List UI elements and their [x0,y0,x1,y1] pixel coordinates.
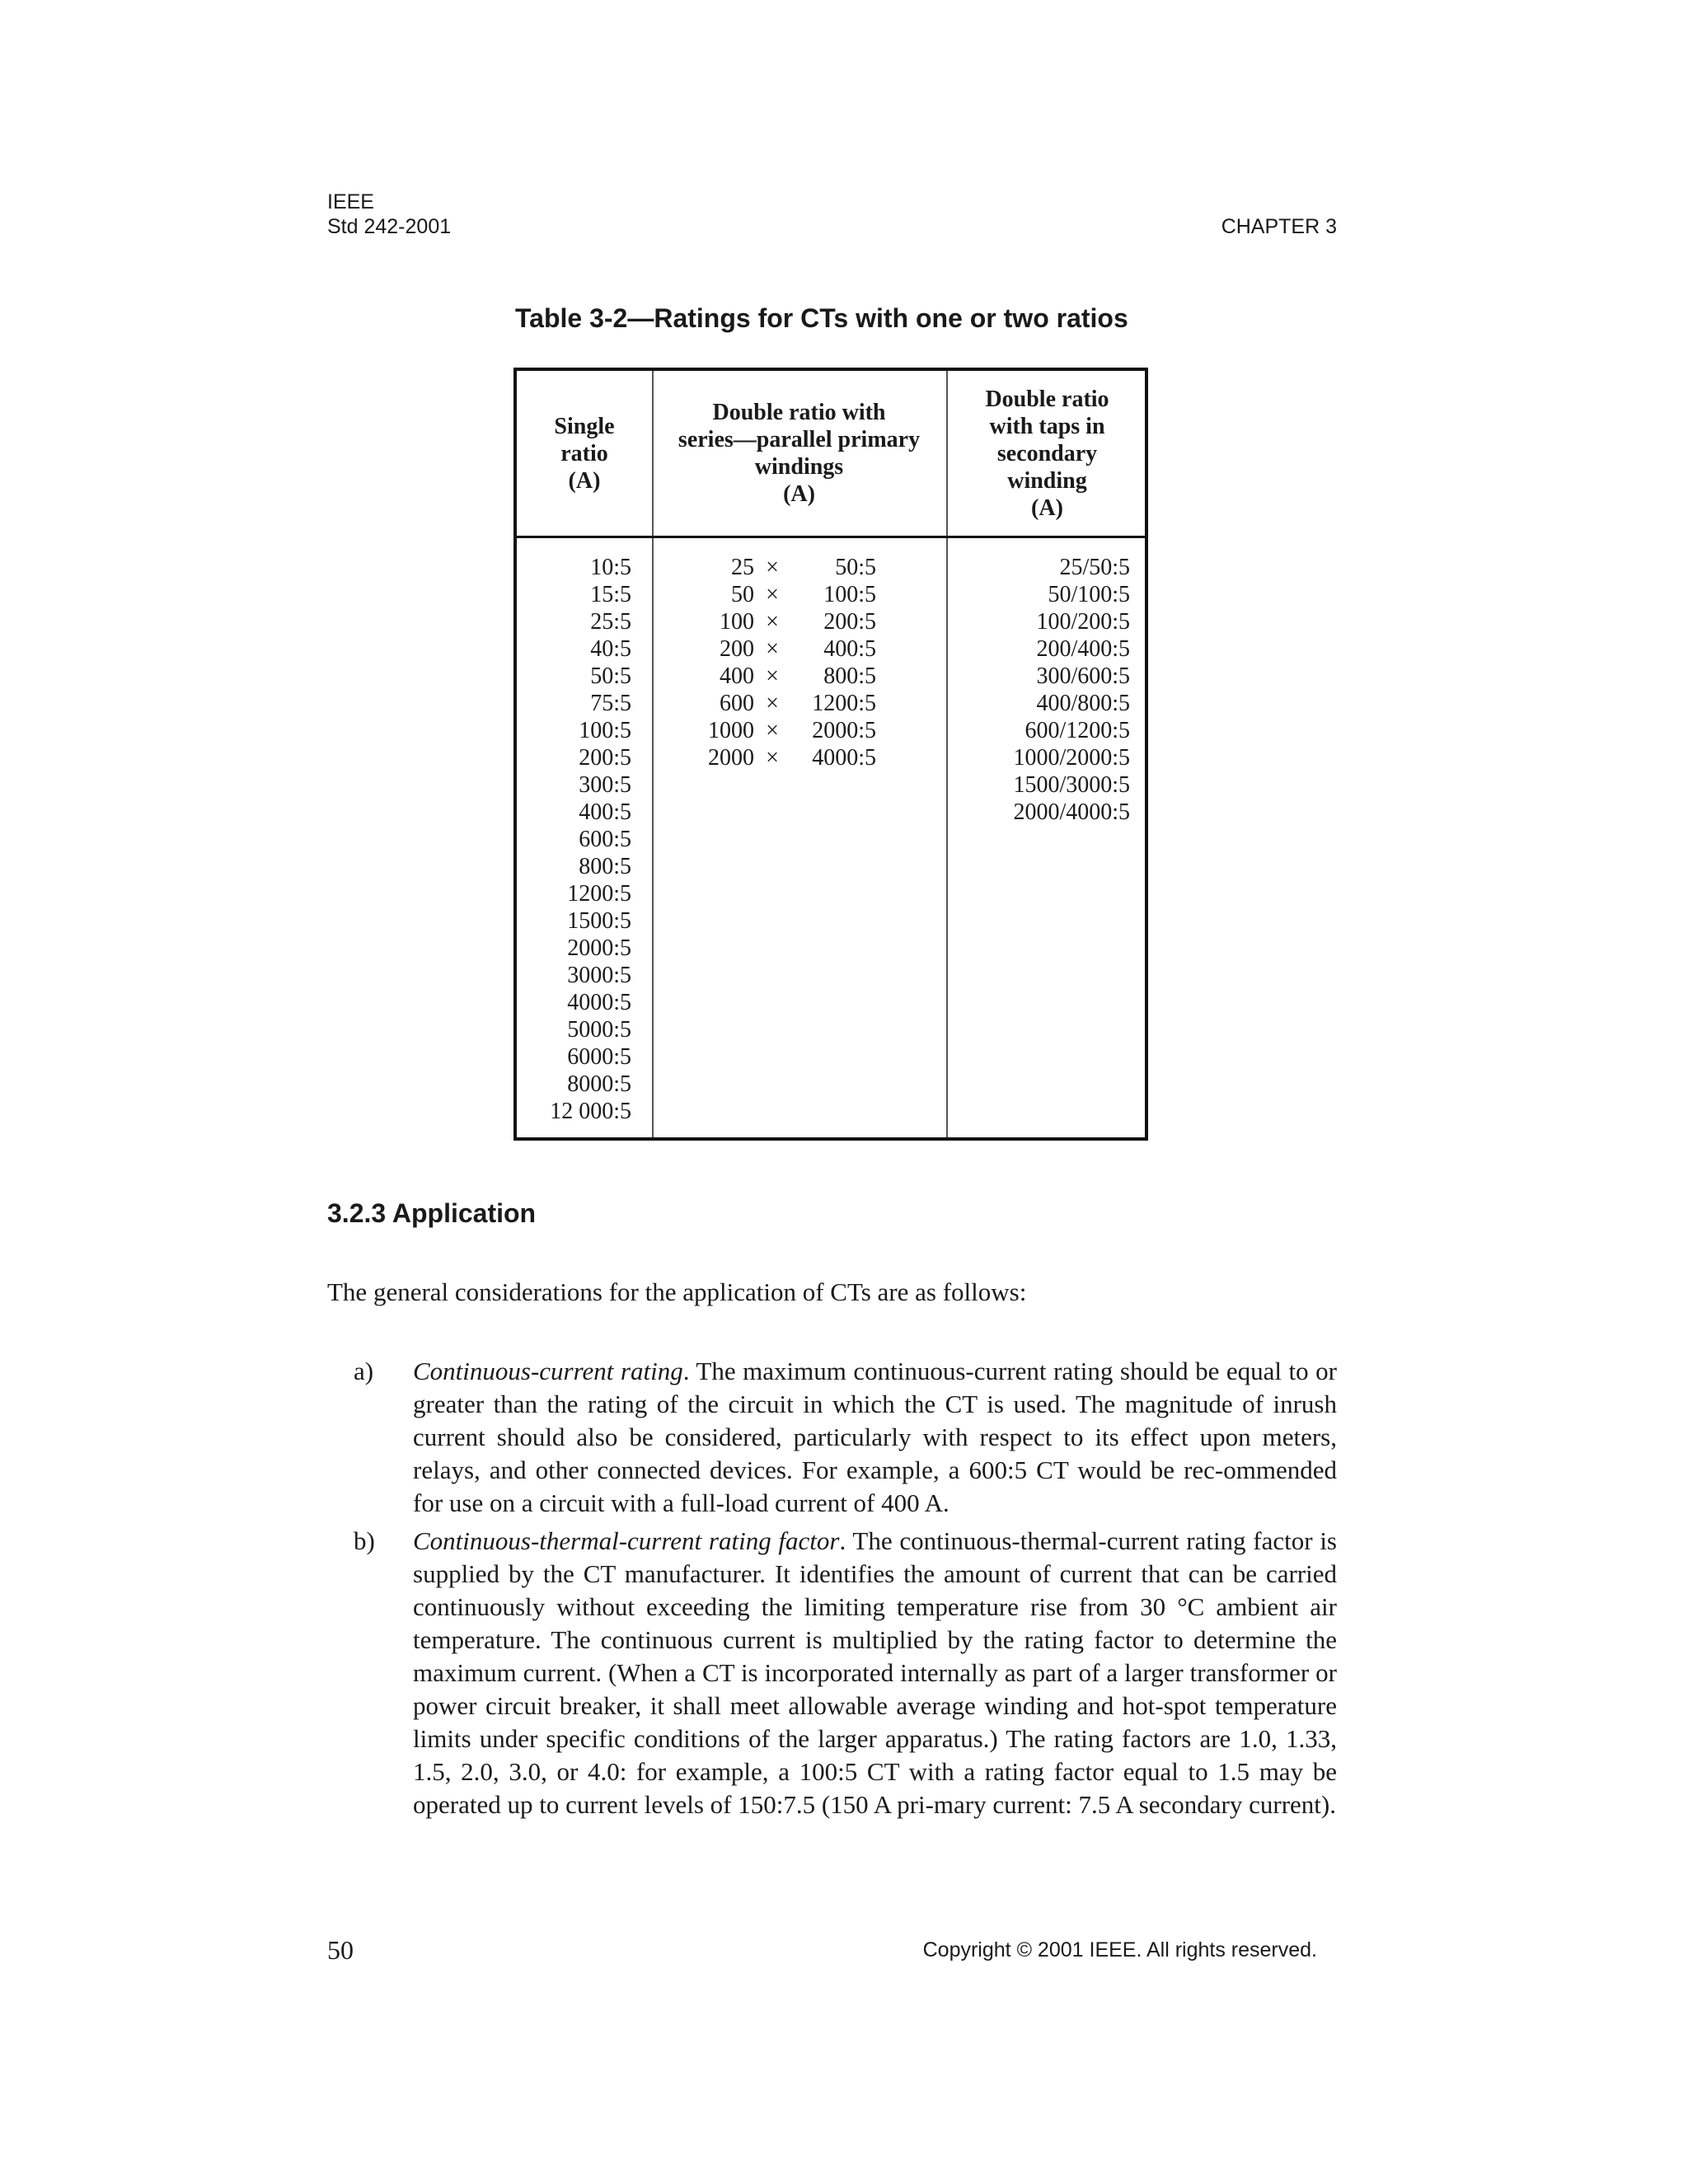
single-ratio-cell: 8000:5 [567,1071,631,1097]
single-ratio-cell: 600:5 [579,827,631,852]
series-parallel-cell [705,717,876,744]
header-secondary-taps: Double ratio with taps in secondary winding (A) [985,386,1109,521]
series-value: 1000 [708,718,754,743]
list-item-label: b) [354,1526,375,1555]
header-rule [517,536,1145,538]
series-parallel-cell [705,663,876,690]
secondary-taps-cell: 200/400:5 [1036,636,1130,662]
parallel-ratio: 800:5 [823,663,876,689]
secondary-taps-cell: 300/600:5 [1036,663,1130,689]
parallel-ratio: 50:5 [835,555,876,580]
single-ratio-cell: 10:5 [590,555,631,580]
secondary-taps-cell: 600/1200:5 [1025,718,1130,743]
single-ratio-cell: 1200:5 [567,881,631,907]
times-symbol: × [766,582,779,607]
header-org: IEEE [327,190,374,213]
parallel-ratio: 200:5 [823,609,876,635]
series-value: 200 [720,636,754,662]
parallel-ratio: 100:5 [823,582,876,607]
section-heading: 3.2.3 Application [327,1198,537,1228]
single-ratio-cell: 2000:5 [567,935,631,961]
ct-ratings-table [513,368,1148,1141]
single-ratio-cell: 800:5 [579,854,631,879]
secondary-taps-cell: 100/200:5 [1036,609,1130,635]
single-ratio-cell: 200:5 [579,745,631,771]
list-item-text [413,1355,1337,1520]
list-item-text [413,1525,1337,1821]
series-parallel-cell [705,635,876,663]
list-item [327,1355,1337,1520]
single-ratio-cell: 50:5 [590,663,631,689]
single-ratio-cell: 25:5 [590,609,631,635]
copyright-notice: Copyright © 2001 IEEE. All rights reserved. [922,1938,1317,1961]
secondary-taps-column [1013,554,1130,826]
single-ratio-cell: 40:5 [590,636,631,662]
series-value: 600 [720,691,754,716]
times-symbol: × [766,555,779,580]
times-symbol: × [766,745,779,771]
series-parallel-cell [705,744,876,771]
series-parallel-cell [705,690,876,717]
single-ratio-cell: 1500:5 [567,908,631,934]
times-symbol: × [766,663,779,689]
times-symbol: × [766,636,779,662]
list-item-term: Continuous-thermal-current rating factor [413,1526,840,1555]
single-ratio-cell: 4000:5 [567,990,631,1015]
list-item-body: . The continuous-thermal-current rating factor is supplied by the CT manufacturer. It identifies the amount of current that can be carried continuously without exceeding the limiting temperature rise from 30 °C ambient air temperature. The continuous current is multiplied by the rating factor to determine the maximum current. (When a CT is incorporated internally as part of a larger transformer or power circuit breaker, it shall meet allowable average winding and hot-spot temperature limits under specific conditions of the larger apparatus.) The rating factors are 1.0, 1.33, 1.5, 2.0, 3.0, or 4.0: for example, a 100:5 CT with a rating factor equal to 1.5 may be operated up to current levels of 150:7.5 (150 A pri-mary current: 7.5 A secondary current). [413,1526,1337,1819]
secondary-taps-cell: 1000/2000:5 [1013,745,1130,771]
secondary-taps-cell: 2000/4000:5 [1013,799,1130,825]
parallel-ratio: 2000:5 [812,718,876,743]
single-ratio-cell: 6000:5 [567,1044,631,1070]
single-ratio-column [550,554,631,1125]
series-parallel-cell [705,554,876,581]
list-item-label: a) [354,1357,374,1385]
parallel-ratio: 1200:5 [812,691,876,716]
series-value: 25 [731,555,754,580]
series-value: 100 [720,609,754,635]
times-symbol: × [766,691,779,716]
table-title: Table 3-2—Ratings for CTs with one or two ratios [515,303,1128,333]
secondary-taps-cell: 400/800:5 [1036,691,1130,716]
header-chapter: CHAPTER 3 [1221,215,1337,238]
single-ratio-cell: 100:5 [579,718,631,743]
header-standard: Std 242-2001 [327,215,452,238]
secondary-taps-cell: 1500/3000:5 [1013,772,1130,798]
parallel-ratio: 4000:5 [812,745,876,771]
series-value: 2000 [708,745,754,771]
single-ratio-cell: 5000:5 [567,1017,631,1043]
list-item [327,1525,1337,1821]
secondary-taps-cell: 50/100:5 [1048,582,1130,607]
single-ratio-cell: 15:5 [590,582,631,607]
series-value: 50 [731,582,754,607]
single-ratio-cell: 400:5 [579,799,631,825]
list-item-body: . The maximum continuous-current rating should be equal to or greater than the rating of the circuit in which the CT is used. The magnitude of inrush current should also be considered, particularly with respect to its effect upon meters, relays, and other connected devices. For example, a 600:5 CT would be rec-ommended for use on a circuit with a full-load current of 400 A. [413,1357,1337,1517]
running-header-left [327,190,451,239]
single-ratio-cell: 75:5 [590,691,631,716]
considerations-list [327,1355,1337,1826]
single-ratio-cell: 12 000:5 [550,1099,631,1124]
header-series-parallel: Double ratio with series—parallel primary windings (A) [678,400,921,507]
series-parallel-cell [705,581,876,608]
parallel-ratio: 400:5 [823,636,876,662]
list-item-term: Continuous-current rating [413,1357,683,1385]
single-ratio-cell: 3000:5 [567,963,631,988]
series-parallel-column [705,554,876,771]
times-symbol: × [766,609,779,635]
header-single-ratio: Single ratio (A) [554,413,615,494]
secondary-taps-cell: 25/50:5 [1059,555,1130,580]
series-value: 400 [720,663,754,689]
series-parallel-cell [705,608,876,635]
intro-paragraph: The general considerations for the application of CTs are as follows: [327,1277,1027,1306]
single-ratio-cell: 300:5 [579,772,631,798]
page-number: 50 [327,1935,354,1965]
times-symbol: × [766,718,779,743]
